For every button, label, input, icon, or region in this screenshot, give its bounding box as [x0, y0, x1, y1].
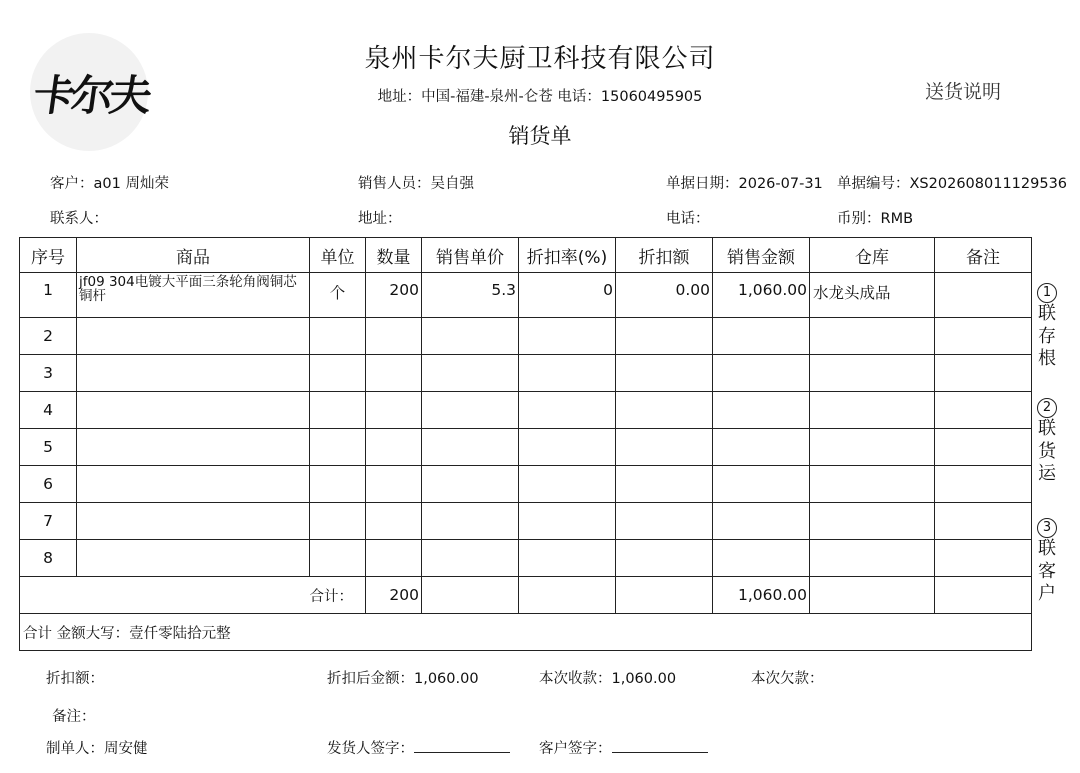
table-header-row	[20, 238, 1032, 273]
copy-text: 户	[1038, 583, 1056, 604]
header-unit: 单位	[310, 238, 366, 273]
customer-label: 客户：	[50, 176, 94, 192]
copy-text: 根	[1038, 348, 1056, 369]
cell-no: 7	[20, 503, 77, 540]
cell-no: 1	[20, 273, 77, 318]
date-info	[666, 172, 823, 193]
footer-customer-sign	[539, 737, 708, 758]
shipper-sign-line[interactable]	[414, 738, 510, 753]
amount-words	[20, 614, 1032, 651]
copy-text: 货	[1038, 440, 1056, 462]
footer-remark-label: 备注：	[52, 709, 96, 725]
salesperson-value: 吴自强	[430, 176, 474, 192]
copy-text: 联	[1038, 538, 1056, 559]
header-qty: 数量	[366, 238, 422, 273]
customer-value: a01 周灿荣	[93, 176, 169, 192]
doc-number-value: XS202608011129536	[909, 176, 1068, 192]
cell-no: 6	[20, 466, 77, 503]
cell-remark	[935, 273, 1032, 318]
amount-words-value: 壹仟零陆拾元整	[129, 625, 231, 642]
maker-value: 周安健	[104, 741, 148, 757]
delivery-note-link[interactable]: 送货说明	[925, 81, 1002, 103]
cell-discount: 0.00	[616, 273, 713, 318]
table-row	[20, 355, 1032, 392]
footer-maker	[46, 737, 148, 758]
total-row	[20, 577, 1032, 614]
footer-after-discount	[327, 667, 479, 688]
footer-owed-label: 本次欠款：	[751, 671, 824, 687]
header-no: 序号	[20, 238, 77, 273]
cell-no: 3	[20, 355, 77, 392]
currency-value: RMB	[880, 211, 914, 227]
contact-label: 联系人：	[50, 211, 108, 227]
sales-table	[19, 237, 1032, 651]
amount-words-row	[20, 614, 1032, 651]
received-value: 1,060.00	[611, 671, 677, 687]
doc-number-info	[837, 172, 1067, 193]
table-row	[20, 503, 1032, 540]
copy-text: 客	[1038, 560, 1056, 582]
date-label: 单据日期：	[666, 176, 739, 192]
company-address: 地址：中国-福建-泉州-仑苍 电话：15060495905	[377, 89, 703, 105]
copy-number: 2	[1037, 398, 1057, 418]
cell-no: 2	[20, 318, 77, 355]
after-discount-label: 折扣后金额：	[327, 671, 414, 687]
shipper-sign-label: 发货人签字：	[327, 741, 414, 757]
table-row	[20, 318, 1032, 355]
cell-amount: 1,060.00	[713, 273, 810, 318]
copy-text: 存	[1038, 325, 1056, 347]
salesperson-info	[358, 172, 474, 193]
phone-label: 电话：	[666, 211, 710, 227]
cell-discount-rate: 0	[519, 273, 616, 318]
header-discount-rate: 折扣率(%)	[519, 238, 616, 273]
cell-unit: 个	[310, 273, 366, 318]
cell-warehouse: 水龙头成品	[810, 273, 935, 318]
table-row	[20, 429, 1032, 466]
header-amount: 销售金额	[713, 238, 810, 273]
cell-no: 5	[20, 429, 77, 466]
cell-product: jf09 304电镀大平面三条轮角阀铜芯铜杆	[77, 273, 310, 318]
cell-no: 4	[20, 392, 77, 429]
company-name: 泉州卡尔夫厨卫科技有限公司	[364, 44, 716, 74]
currency-info	[837, 207, 913, 228]
header-price: 销售单价	[422, 238, 519, 273]
copy-text: 联	[1038, 303, 1056, 324]
amount-words-label: 合计 金额大写：	[23, 625, 130, 642]
table-row	[20, 540, 1032, 577]
footer-received	[539, 667, 676, 688]
maker-label: 制单人：	[46, 741, 104, 757]
copy-number: 1	[1037, 283, 1057, 303]
footer-discount-label: 折扣额：	[46, 671, 104, 687]
received-label: 本次收款：	[539, 671, 612, 687]
document-title: 销货单	[508, 124, 572, 148]
side-copy-2	[1036, 395, 1058, 486]
cell-price: 5.3	[422, 273, 519, 318]
currency-label: 币别：	[837, 211, 881, 227]
customer-info	[50, 172, 169, 193]
table-row	[20, 392, 1032, 429]
header-product: 商品	[77, 238, 310, 273]
side-copy-1	[1036, 280, 1058, 371]
logo-text: 卡尔夫	[30, 71, 152, 120]
header-warehouse: 仓库	[810, 238, 935, 273]
side-copy-3	[1036, 515, 1058, 606]
copy-text: 运	[1038, 463, 1056, 484]
table-row	[20, 466, 1032, 503]
header-remark: 备注	[935, 238, 1032, 273]
doc-number-label: 单据编号：	[837, 176, 910, 192]
copy-text: 联	[1038, 418, 1056, 439]
table-row	[20, 273, 1032, 318]
total-qty: 200	[366, 577, 422, 614]
total-amount: 1,060.00	[713, 577, 810, 614]
total-label: 合计：	[20, 577, 366, 614]
cell-no: 8	[20, 540, 77, 577]
cell-qty: 200	[366, 273, 422, 318]
footer-shipper-sign	[327, 737, 510, 758]
after-discount-value: 1,060.00	[414, 671, 479, 687]
date-value: 2026-07-31	[738, 176, 823, 192]
header-discount: 折扣额	[616, 238, 713, 273]
address-label: 地址：	[358, 211, 402, 227]
copy-number: 3	[1037, 518, 1057, 538]
customer-sign-line[interactable]	[612, 738, 708, 753]
customer-sign-label: 客户签字：	[539, 741, 612, 757]
salesperson-label: 销售人员：	[358, 176, 431, 192]
